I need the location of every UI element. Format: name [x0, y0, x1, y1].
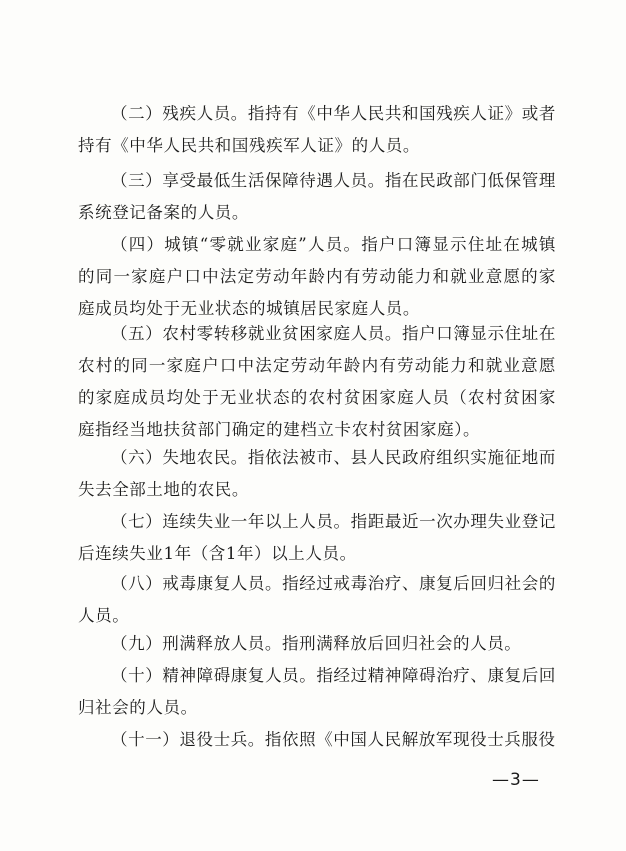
paragraph-land-lost-farmers: （六）失地农民。指依法被市、县人民政府组织实施征地而失去全部土地的农民。	[78, 448, 556, 499]
paragraph-rural-poor-family: （五）农村零转移就业贫困家庭人员。指户口簿显示住址在农村的同一家庭户口中法定劳动年龄内有劳动能力和就业意愿的家庭成员均处于无业状态的农村贫困家庭人员（农村贫困家庭指经当地扶贫部门确定的建档立卡农村贫困家庭）。	[78, 324, 556, 439]
paragraph-retired-soldiers: （十一）退役士兵。指依照《中国人民解放军现役士兵服役	[111, 730, 556, 749]
paragraph-released-prisoners: （九）刑满释放人员。指刑满释放后回归社会的人员。	[111, 634, 522, 653]
page-number: —3—	[492, 770, 540, 790]
paragraph-long-term-unemployed: （七）连续失业一年以上人员。指距最近一次办理失业登记后连续失业1年（含1年）以上人员。	[78, 512, 556, 563]
paragraph-drug-rehabilitation: （八）戒毒康复人员。指经过戒毒治疗、康复后回归社会的人员。	[78, 574, 556, 625]
paragraph-disabled-persons: （二）残疾人员。指持有《中华人民共和国残疾人证》或者持有《中华人民共和国残疾军人证》的人员。	[78, 104, 556, 155]
paragraph-minimum-living-allowance: （三）享受最低生活保障待遇人员。指在民政部门低保管理系统登记备案的人员。	[78, 171, 556, 222]
paragraph-zero-employment-family: （四）城镇“零就业家庭”人员。指户口簿显示住址在城镇的同一家庭户口中法定劳动年龄内有劳动能力和就业意愿的家庭成员均处于无业状态的城镇居民家庭人员。	[78, 235, 556, 318]
paragraph-mental-disorder-rehabilitation: （十）精神障碍康复人员。指经过精神障碍治疗、康复后回归社会的人员。	[78, 666, 556, 717]
